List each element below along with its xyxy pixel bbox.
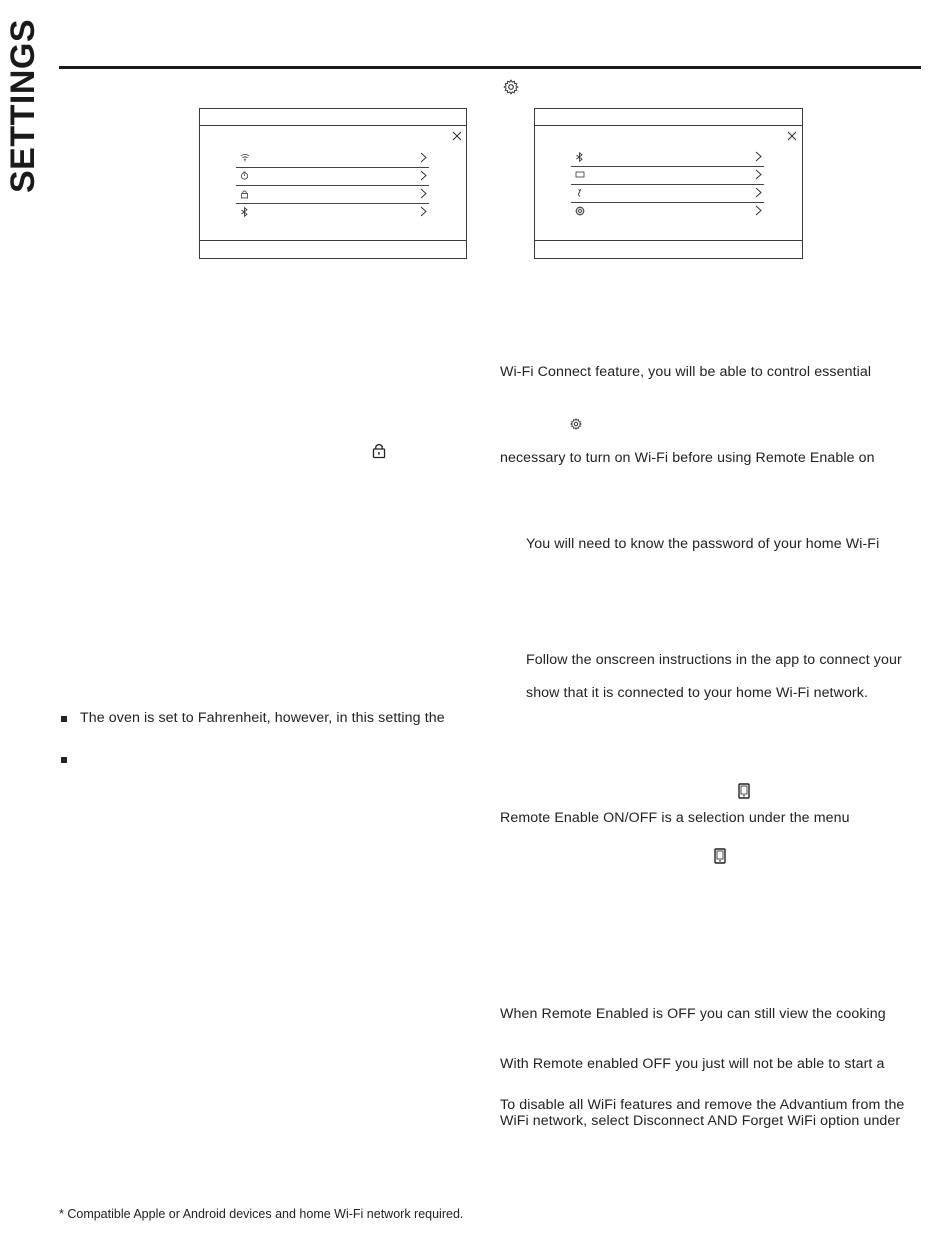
menu-item-timer[interactable]: [236, 167, 429, 186]
settings-screen-left: [199, 108, 467, 259]
lock-icon: [372, 442, 386, 459]
microphone-icon: [575, 188, 584, 198]
paragraph-password: You will need to know the password of your home Wi-Fi: [526, 536, 880, 552]
chevron-right-icon: [755, 169, 762, 180]
screen-top-bar: [200, 125, 466, 126]
wifi-icon: [240, 153, 250, 162]
section-title: SETTINGS: [4, 18, 42, 193]
screen-bottom-bar: [535, 240, 802, 241]
settings-gear-icon: [503, 79, 519, 95]
chevron-right-icon: [420, 152, 427, 163]
header-rule: [59, 66, 921, 69]
chevron-right-icon: [420, 206, 427, 217]
menu-item-settings[interactable]: [571, 202, 764, 220]
paragraph-onscreen-instructions: Follow the onscreen instructions in the app to connect your: [526, 652, 902, 668]
screen-top-bar: [535, 125, 802, 126]
paragraph-remote-enable: Remote Enable ON/OFF is a selection under the menu: [500, 810, 850, 826]
paragraph-disable-wifi-line1: To disable all WiFi features and remove the Advantium from the: [500, 1097, 905, 1113]
mobile-device-icon: [738, 783, 750, 799]
paragraph-remote-off-start: With Remote enabled OFF you just will not be able to start a: [500, 1056, 885, 1072]
screen-bottom-bar: [200, 240, 466, 241]
timer-icon: [240, 171, 249, 180]
settings-gear-icon: [570, 418, 582, 430]
paragraph-remote-off-view: When Remote Enabled is OFF you can still view the cooking: [500, 1006, 886, 1022]
paragraph-wifi-connect: Wi-Fi Connect feature, you will be able to control essential: [500, 364, 872, 380]
display-icon: [575, 170, 585, 179]
bluetooth-icon: [575, 152, 584, 162]
paragraph-disable-wifi-line2: WiFi network, select Disconnect AND Forget WiFi option under: [500, 1113, 901, 1129]
bluetooth-icon: [240, 207, 249, 217]
chevron-right-icon: [420, 188, 427, 199]
footnote: * Compatible Apple or Android devices and home Wi-Fi network required.: [59, 1207, 464, 1221]
mobile-device-icon: [714, 848, 726, 864]
bullet-marker: [61, 757, 67, 763]
paragraph-connected: show that it is connected to your home Wi-Fi network.: [526, 685, 868, 701]
chevron-right-icon: [755, 205, 762, 216]
settings-gear-icon: [575, 206, 585, 216]
bullet-text-fahrenheit: The oven is set to Fahrenheit, however, in this setting the: [80, 710, 445, 726]
chevron-right-icon: [755, 151, 762, 162]
chevron-right-icon: [420, 170, 427, 181]
menu-item-lock[interactable]: [236, 185, 429, 204]
chevron-right-icon: [755, 187, 762, 198]
menu-item-microphone[interactable]: [571, 184, 764, 203]
close-icon[interactable]: [452, 131, 462, 141]
close-icon[interactable]: [787, 131, 797, 141]
menu-item-bluetooth[interactable]: [236, 203, 429, 221]
menu-item-wifi[interactable]: [236, 149, 429, 168]
menu-item-bluetooth[interactable]: [571, 148, 764, 167]
bullet-marker: [61, 716, 67, 722]
settings-screen-right: [534, 108, 803, 259]
paragraph-turn-on-wifi: necessary to turn on Wi-Fi before using Remote Enable on: [500, 450, 875, 466]
menu-item-display[interactable]: [571, 166, 764, 185]
lock-icon: [240, 189, 249, 199]
